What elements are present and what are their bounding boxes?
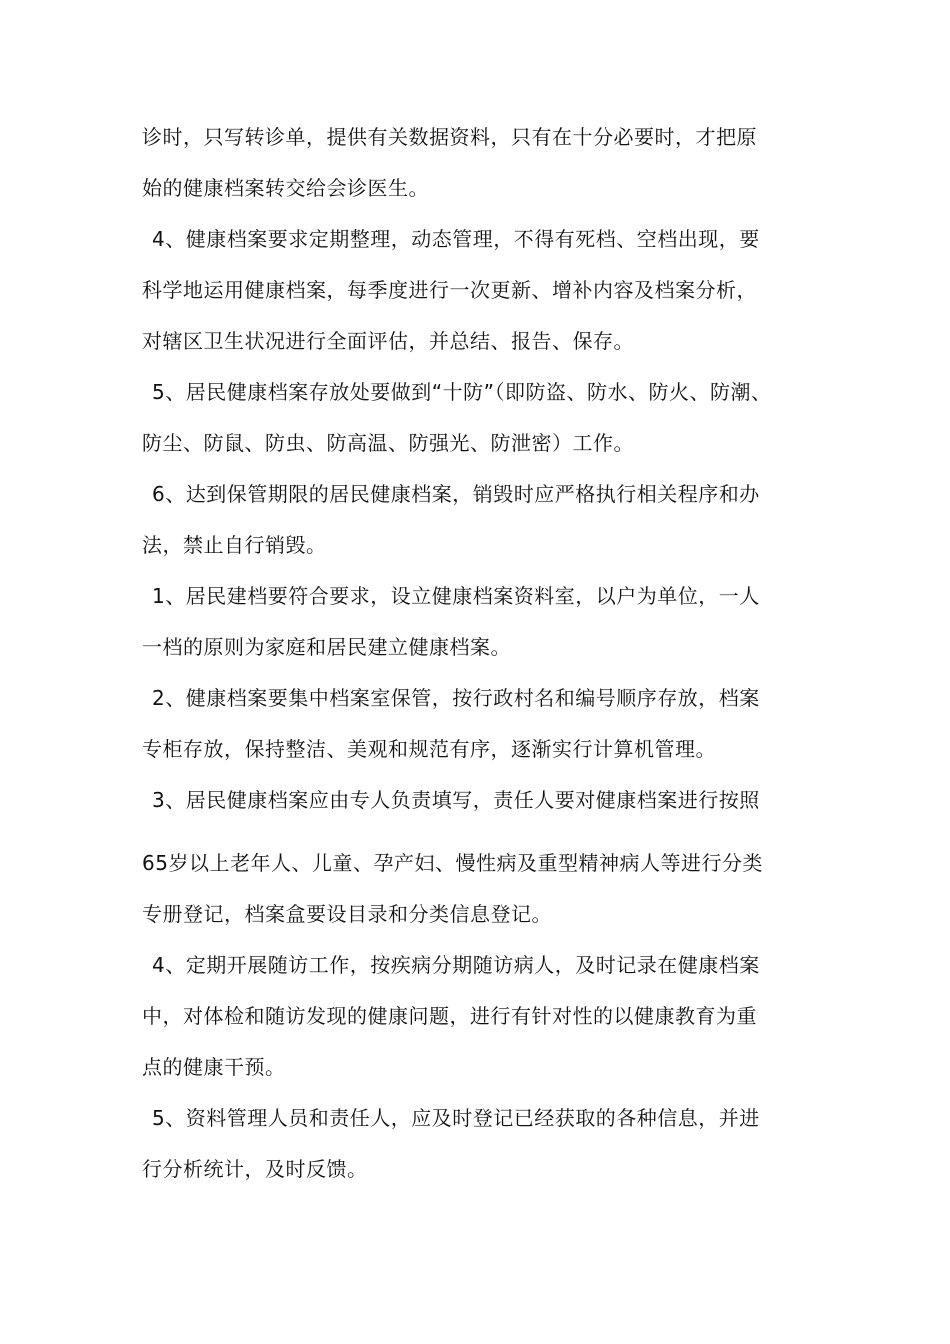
text-line: 专柜存放，保持整洁、美观和规范有序，逐渐实行计算机管理。 — [142, 737, 716, 761]
text-line: 65岁以上老年人、儿童、孕产妇、慢性病及重型精神病人等进行分类 — [142, 851, 763, 875]
text-line: 点的健康干预。 — [142, 1055, 286, 1079]
text-line: 一档的原则为家庭和居民建立健康档案。 — [142, 635, 511, 659]
paragraph-classified-registration — [142, 838, 822, 940]
text-line: 6、达到保管期限的居民健康档案，销毁时应严格执行相关程序和办 — [152, 482, 760, 506]
text-line: 4、健康档案要求定期整理，动态管理，不得有死档、空档出现，要 — [152, 227, 760, 251]
text-line: 诊时，只写转诊单，提供有关数据资料，只有在十分必要时，才把原 — [142, 125, 757, 149]
paragraph-item-5-information-feedback — [142, 1093, 822, 1195]
paragraph-referral-continuation — [142, 112, 822, 214]
text-line: 法，禁止自行销毁。 — [142, 533, 327, 557]
document-body — [142, 112, 822, 1195]
paragraph-item-3-responsible-person — [142, 775, 822, 826]
text-line: 2、健康档案要集中档案室保管，按行政村名和编号顺序存放，档案 — [152, 686, 760, 710]
paragraph-item-6-destruction — [142, 469, 822, 571]
text-line: 5、居民健康档案存放处要做到“十防”（即防盗、防水、防火、防潮、 — [152, 380, 772, 404]
text-line: 4、定期开展随访工作，按疾病分期随访病人，及时记录在健康档案 — [152, 953, 760, 977]
text-line: 专册登记，档案盒要设目录和分类信息登记。 — [142, 902, 552, 926]
text-line: 防尘、防鼠、防虫、防高温、防强光、防泄密）工作。 — [142, 431, 634, 455]
text-line: 1、居民建档要符合要求，设立健康档案资料室，以户为单位，一人 — [152, 584, 760, 608]
text-line: 行分析统计，及时反馈。 — [142, 1157, 368, 1181]
paragraph-item-2-centralized-storage — [142, 673, 822, 775]
text-line: 3、居民健康档案应由专人负责填写，责任人要对健康档案进行按照 — [152, 788, 760, 812]
text-line: 对辖区卫生状况进行全面评估，并总结、报告、保存。 — [142, 329, 634, 353]
paragraph-item-1-filing-requirements — [142, 571, 822, 673]
text-line: 中，对体检和随访发现的健康问题，进行有针对性的以健康教育为重 — [142, 1004, 757, 1028]
text-line: 5、资料管理人员和责任人，应及时登记已经获取的各种信息，并进 — [152, 1106, 760, 1130]
text-line: 科学地运用健康档案，每季度进行一次更新、增补内容及档案分析， — [142, 278, 757, 302]
paragraph-item-4-follow-up — [142, 940, 822, 1093]
paragraph-item-5-ten-protections — [142, 367, 822, 469]
paragraph-item-4-regular-arrangement — [142, 214, 822, 367]
text-line: 始的健康档案转交给会诊医生。 — [142, 176, 429, 200]
